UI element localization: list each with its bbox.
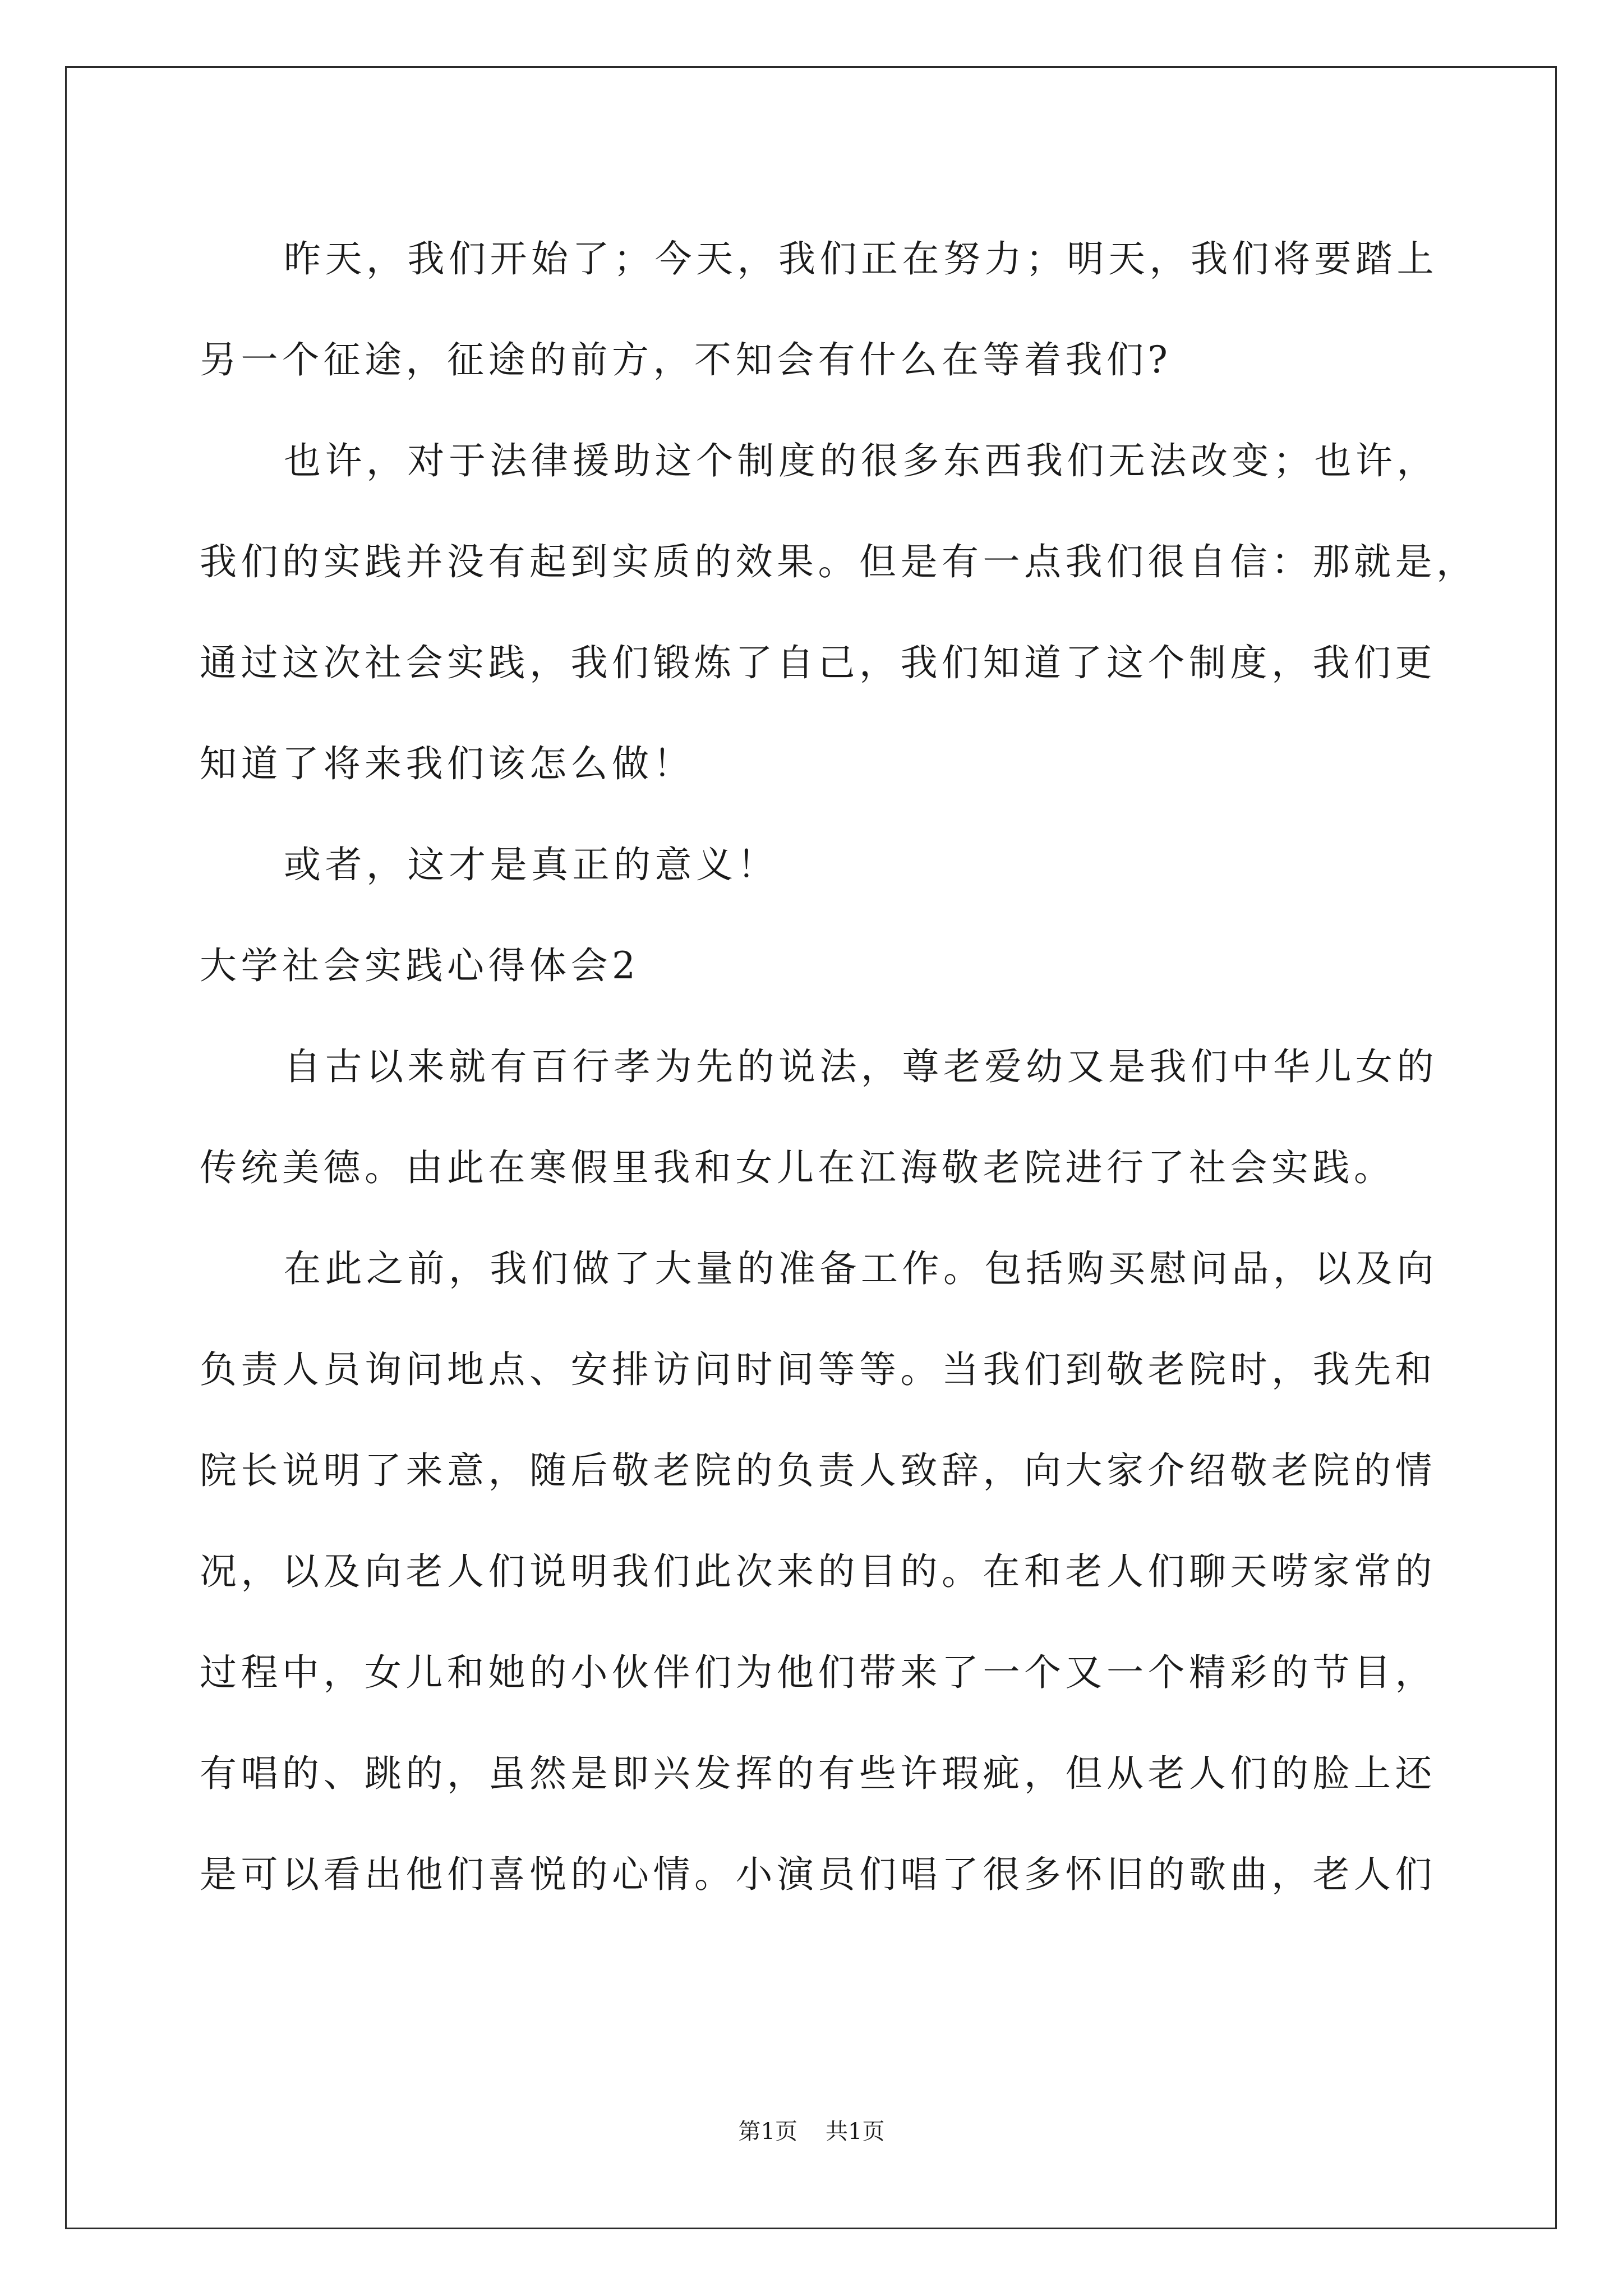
total-pages-label: 共1页 — [826, 2119, 885, 2145]
paragraph-line: 过程中，女儿和她的小伙伴们为他们带来了一个又一个精彩的节目， — [200, 1651, 1436, 1694]
paragraph-line: 也许，对于法律援助这个制度的很多东西我们无法改变；也许， — [284, 439, 1438, 482]
paragraph-line: 院长说明了来意，随后敬老院的负责人致辞，向大家介绍敬老院的情 — [200, 1449, 1436, 1492]
paragraph-line: 我们的实践并没有起到实质的效果。但是有一点我们很自信：那就是， — [200, 540, 1478, 583]
page-footer — [0, 2115, 1623, 2148]
paragraph-line: 有唱的、跳的，虽然是即兴发挥的有些许瑕疵，但从老人们的脸上还 — [200, 1752, 1436, 1795]
paragraph-line: 传统美德。由此在寒假里我和女儿在江海敬老院进行了社会实践。 — [200, 1146, 1395, 1189]
paragraph-line: 自古以来就有百行孝为先的说法，尊老爱幼又是我们中华儿女的 — [284, 1045, 1438, 1088]
paragraph-line: 昨天，我们开始了；今天，我们正在努力；明天，我们将要踏上 — [284, 237, 1438, 280]
paragraph-line: 或者，这才是真正的意义！ — [284, 843, 778, 886]
paragraph-line: 负责人员询问地点、安排访问时间等等。当我们到敬老院时，我先和 — [200, 1348, 1436, 1391]
current-page-label: 第1页 — [738, 2119, 797, 2145]
paragraph-line: 另一个征途，征途的前方，不知会有什么在等着我们? — [200, 338, 1172, 381]
paragraph-line: 是可以看出他们喜悦的心情。小演员们唱了很多怀旧的歌曲，老人们 — [200, 1853, 1436, 1896]
paragraph-line: 在此之前，我们做了大量的准备工作。包括购买慰问品，以及向 — [284, 1247, 1438, 1290]
section-heading: 大学社会实践心得体会2 — [200, 944, 640, 987]
paragraph-line: 通过这次社会实践，我们锻炼了自己，我们知道了这个制度，我们更 — [200, 641, 1436, 684]
paragraph-line: 况，以及向老人们说明我们此次来的目的。在和老人们聊天唠家常的 — [200, 1550, 1436, 1593]
paragraph-line: 知道了将来我们该怎么做！ — [200, 742, 694, 785]
